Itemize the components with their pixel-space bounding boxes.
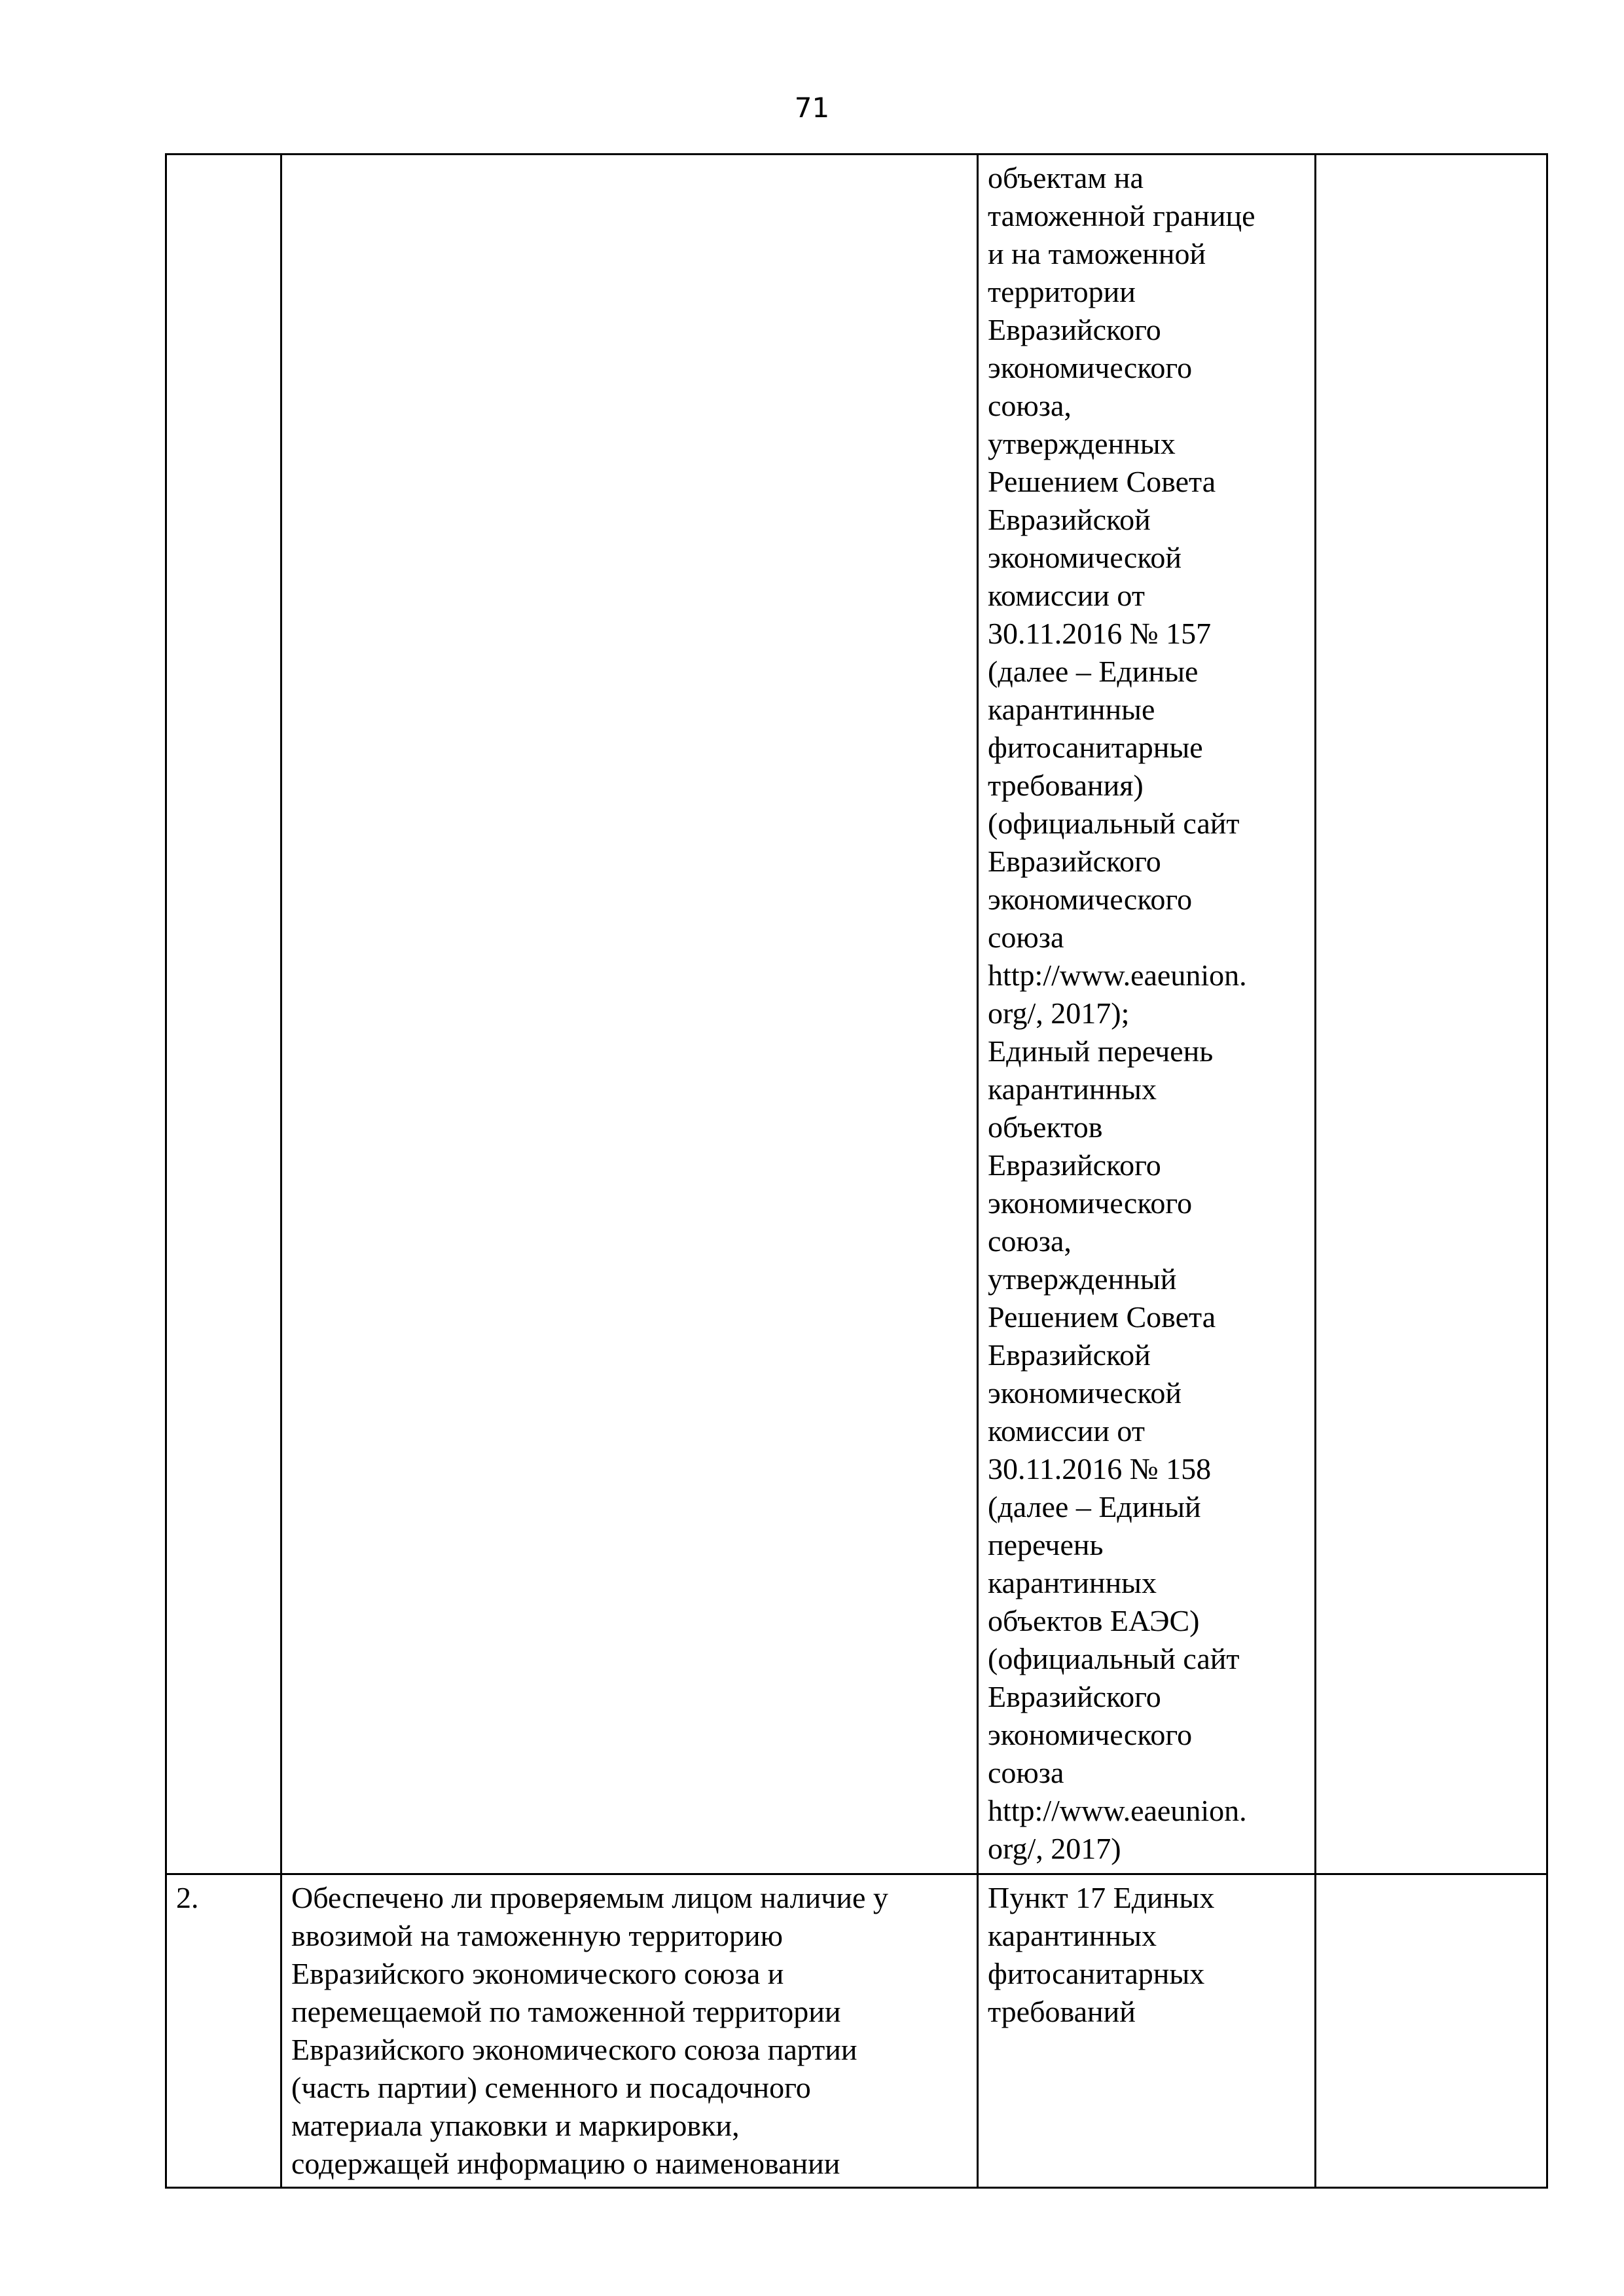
legal-reference-cell: Пункт 17 Единых карантинных фитосанитарных требований [978, 1874, 1316, 2188]
question-cell: Обеспечено ли проверяемым лицом наличие у ввозимой на таможенную территорию Евразийского экономического союза и перемещаемой по таможенной территории Евразийского экономического союза партии (часть партии) семенного и посадочного материала упаковки и маркировки, содержащей информацию о наименовании [281, 1874, 978, 2188]
page-number: 71 [794, 92, 830, 124]
question-cell [281, 155, 978, 1874]
answer-cell [1316, 155, 1547, 1874]
answer-cell [1316, 1874, 1547, 2188]
table-row [166, 1874, 1547, 2188]
checklist-table [165, 153, 1548, 2189]
row-number-cell [166, 155, 281, 1874]
table-row [166, 155, 1547, 1874]
row-number-cell: 2. [166, 1874, 281, 2188]
legal-reference-cell: объектам на таможенной границе и на таможенной территории Евразийского экономического союза, утвержденных Решением Совета Евразийской экономической комиссии от 30.11.2016 № 157 (далее – Единые карантинные фитосанитарные требования) (официальный сайт Евразийского экономического союза http://www.eaeunion. org/, 2017); Единый перечень карантинных объектов Евразийского экономического союза, утвержденный Решением Совета Евразийской экономической комиссии от 30.11.2016 № 158 (далее – Единый перечень карантинных объектов ЕАЭС) (официальный сайт Евразийского экономического союза http://www.eaeunion. org/, 2017) [978, 155, 1316, 1874]
